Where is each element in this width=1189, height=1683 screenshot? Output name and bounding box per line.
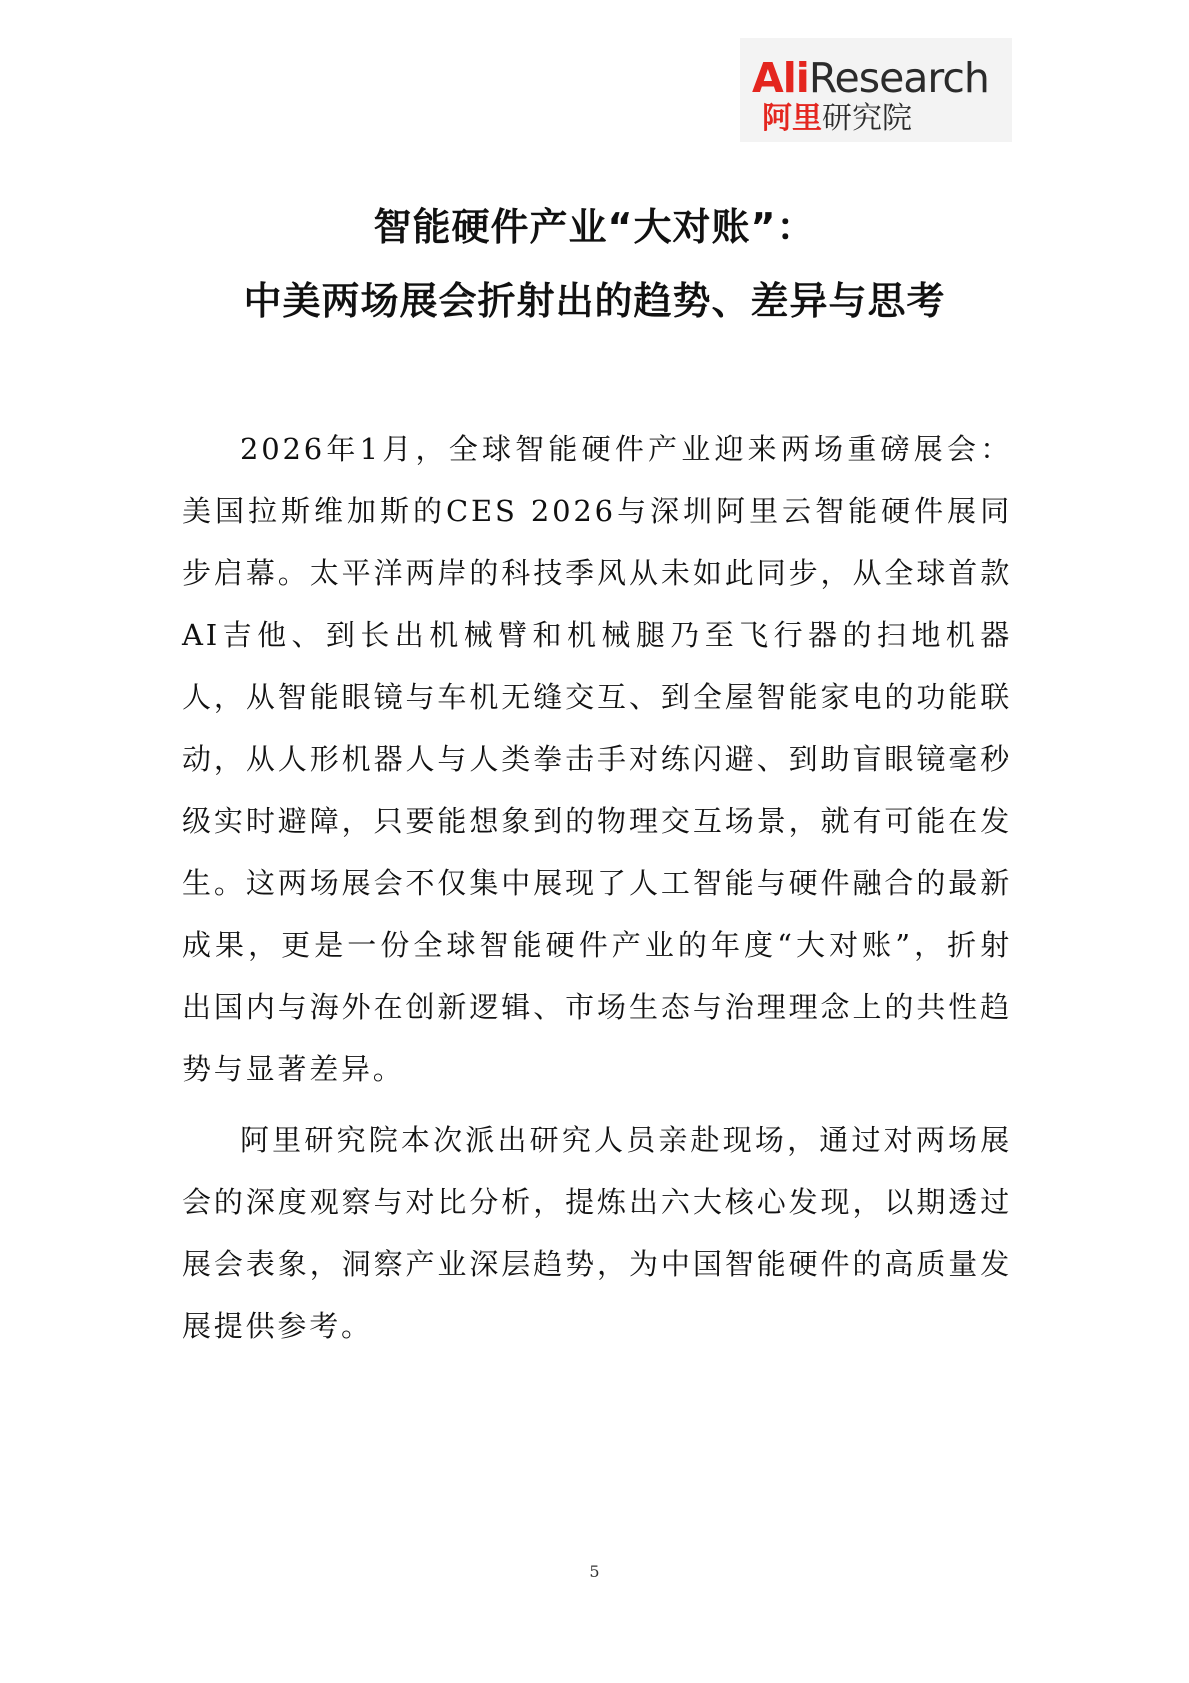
document-title-line-2: 中美两场展会折射出的趋势、差异与思考	[243, 279, 946, 323]
logo-ali-cn-text: 阿里	[762, 101, 822, 136]
aliresearch-logo	[740, 38, 1012, 142]
logo-english	[752, 56, 989, 100]
body-paragraph-2: 阿里研究院本次派出研究人员亲赴现场，通过对两场展会的深度观察与对比分析，提炼出六大核心发现，以期透过展会表象，洞察产业深层趋势，为中国智能硬件的高质量发展提供参考。	[182, 1123, 1012, 1343]
logo-ali-text: Ali	[752, 54, 809, 102]
document-title-line-1: 智能硬件产业“大对账”：	[373, 205, 816, 249]
page-number: 5	[589, 1562, 600, 1581]
logo-chinese	[762, 102, 912, 136]
body-paragraph-1: 2026年1月，全球智能硬件产业迎来两场重磅展会：美国拉斯维加斯的CES 2026与深圳阿里云智能硬件展同步启幕。太平洋两岸的科技季风从未如此同步，从全球首款AI吉他、到长出机械臂和机械腿乃至飞行器的扫地机器人，从智能眼镜与车机无缝交互、到全屋智能家电的功能联动，从人形机器人与人类拳击手对练闪避、到助盲眼镜毫秒级实时避障，只要能想象到的物理交互场景，就有可能在发生。这两场展会不仅集中展现了人工智能与硬件融合的最新成果，更是一份全球智能硬件产业的年度“大对账”，折射出国内与海外在创新逻辑、市场生态与治理理念上的共性趋势与显著差异。	[182, 432, 1012, 1086]
logo-research-text: Research	[808, 54, 989, 102]
logo-research-cn-text: 研究院	[822, 101, 912, 136]
